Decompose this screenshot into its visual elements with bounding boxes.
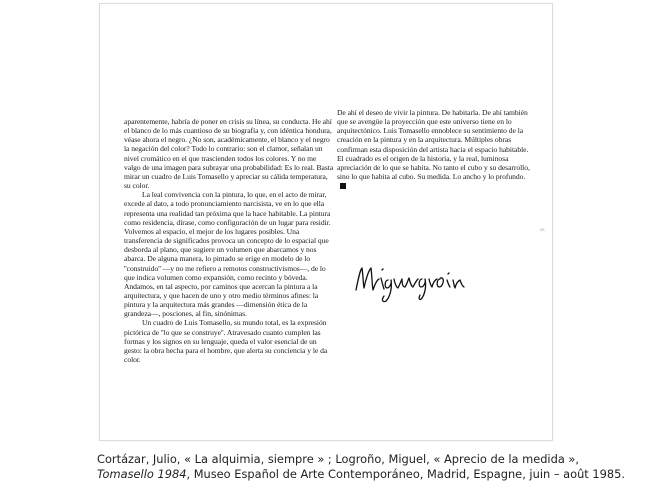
left-paragraph-3: Un cuadro de Luis Tomasello, su mundo total, es la expresión pictórica de ''lo que se construye''. Atravesado cuanto cumplen las formas y los signos en su lenguaje, queda el valor esencial de un gesto: la obra hecha para el hombre, que alerta su conciencia y le da color. (124, 318, 328, 365)
right-paragraph-1 (337, 108, 531, 190)
right-text-column (337, 108, 531, 190)
left-paragraph-1: aparentemente, habría de poner en crisis su línea, su conducta. He ahí el blanco de lo más cuantioso de su biografía y, con idéntica hondura, véase ahora el negro. ¿No son, académicamente, el blanco y el negro la negación del color? Todo lo contrario: son el clamor, señalan un nivel cromático en el que trascienden todos los colores. Y no me valgo de una imagen para subrayar una probabilidad: Es lo real. Basta mirar un cuadro de Luis Tomasello y apreciar su cálida temperatura, su color. (124, 117, 334, 191)
left-text-column (124, 117, 334, 364)
caption-title-italic: Tomasello 1984 (97, 467, 187, 481)
right-paragraph-1-text: De ahí el deseo de vivir la pintura. De habitarla. De ahí también que se avengüe la proyección que este universo tiene en lo arquitectónico. Luis Tomasello ennoblece su sentimiento de la creación en la pintura y en la arquitectura. Múltiples obras confirman esta disposición del artista hacia el espacio habitable. El cuadrado es el origen de la historia, y la real, luminosa apreciación de lo que se habita. No tanto el cubo y su desarrollo, sino lo que habita al cubo. Su medida. Lo ancho y lo profundo. (337, 108, 530, 182)
end-of-article-mark (340, 183, 346, 189)
page-number: 25 (540, 227, 545, 232)
signature-image (350, 254, 500, 304)
caption-line-1: Cortázar, Julio, « La alquimia, siempre » ; Logroño, Miguel, « Aprecio de la medida », (97, 452, 580, 466)
figure-caption (97, 452, 625, 482)
caption-line-2-rest: , Museo Español de Arte Contemporáneo, Madrid, Espagne, juin – août 1985. (186, 467, 625, 481)
scanned-page (99, 3, 553, 441)
left-paragraph-2: La leal convivencia con la pintura, lo que, en el acto de mirar, excede al dato, a todo pronunciamiento narcisista, ve en lo que ella representa una realidad tan próxima que la hace habitable. La pintura como residencia, dírase, como configuración de un lugar para residir. Volvemos al espacio, el mejor de los lugares posibles. Una transferencia de significados provoca un concepto de lo espacial que desborda al plano, que sugiere un volumen que abarcamos y nos abarca. De alguna manera, lo pintado se erige en modelo de lo ''construido'' —y no me refiero a remotos constructivismos—, de lo que indica volumen como expansión, como recinto y bóveda. Andamos, en tal aspecto, por caminos que acercan la pintura a la arquitectura, y que hacen de uno y otro medio términos afines: la pintura y la arquitectura más grandes —dimensión ética de la grandeza—, posciones, al fin, sinónimas. (124, 190, 331, 319)
caption-line-2 (97, 467, 625, 482)
